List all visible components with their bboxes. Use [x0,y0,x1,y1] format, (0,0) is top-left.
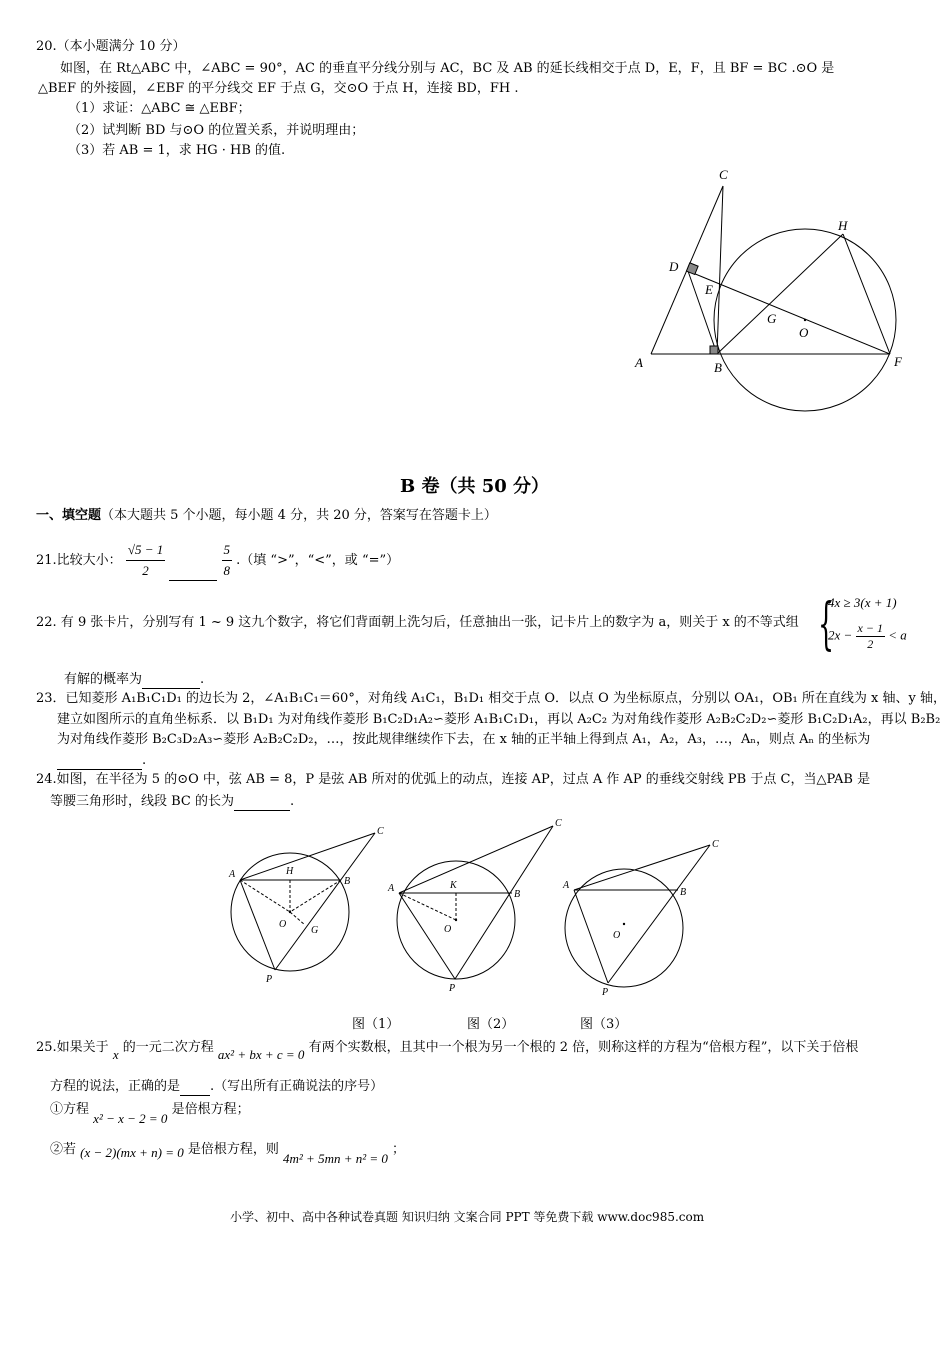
label-C: C [719,167,728,182]
q24-line2 [50,792,294,811]
f1-O: O [279,919,287,930]
q20-part1: （1）求证：△ABC ≅ △EBF； [68,101,251,116]
q23-line4 [57,751,146,770]
section-b-title: B 卷（共 50 分） [400,476,550,497]
f1-C: C [377,826,384,837]
f1-P: P [266,974,273,985]
q20-part3: （3）若 AB = 1，求 HG · HB 的值. [68,143,286,158]
q21-frac2-num: 5 [222,540,233,561]
q21-frac1-num: √5 − 1 [126,540,165,561]
f3-B: B [680,887,687,898]
section-b-sub-rest: （本大题共 5 个小题，每小题 4 分，共 20 分，答案写在答题卡上） [101,508,497,523]
q22-frac-num: x − 1 [857,621,883,635]
q23-line3: 为对角线作菱形 B₂C₃D₂A₃∽菱形 A₂B₂C₂D₂，…，按此规律继续作下去，在 x 轴的正半轴上得到点 A₁，A₂，A₃，…，Aₙ，则点 Aₙ 的坐标为 [57,732,871,747]
f2-O: O [444,924,452,935]
q24-figures [220,815,740,1005]
q25-item2b: 是倍根方程，则 [187,1142,279,1157]
q22-frac-den: 2 [867,637,874,651]
f2-P: P [449,983,456,994]
f1-G: G [311,925,319,936]
q23-line2: 建立如图所示的直角坐标系．以 B₁D₁ 为对角线作菱形 B₁C₂D₁A₂∽菱形 A₁B₁C₁D₁，再以 A₂C₂ 为对角线作菱形 A₂B₂C₂D₂∽菱形 B₁C₂D₁A₂，再以 B₂B₂ [57,712,941,727]
label-E: E [705,282,713,297]
section-b-sub-bold: 一、填空题 [36,508,102,523]
label-D: D [669,259,679,274]
q20-part2: （2）试判断 BD 与⊙O 的位置关系，并说明理由； [68,123,365,138]
q25-line2 [50,1077,383,1096]
q24-fig1-caption: 图（1） [352,1017,400,1032]
q22-brace: { [818,592,835,657]
f2-K: K [450,880,457,891]
q22-text: 22. 有 9 张卡片，分别写有 1 ~ 9 这九个数字，将它们背面朝上洗匀后，任意抽出一张，记卡片上的数字为 a，则关于 x 的不等式组 [36,615,799,630]
q24-fig3-caption: 图（3） [580,1017,628,1032]
q22-blank [142,670,200,689]
f3-O: O [613,930,621,941]
q22-line2-text: 有解的概率为 [64,672,143,687]
q23-line1: 23．已知菱形 A₁B₁C₁D₁ 的边长为 2，∠A₁B₁C₁＝60°，对角线 A₁C₁，B₁D₁ 相交于点 O．以点 O 为坐标原点，分别以 OA₁，OB₁ 所在直线为 x 轴、y 轴， [36,691,946,706]
q23-blank [57,751,142,770]
f3-A: A [563,880,570,891]
q23-line4-end: . [142,753,147,768]
q24-blank [234,792,290,811]
q21-blank [169,580,217,581]
footer: 小学、初中、高中各种试卷真题 知识归纳 文案合同 PPT 等免费下载 www.doc985.com [230,1210,705,1224]
q22-line2 [64,670,204,689]
q22-ineq2-left: 2x − [828,627,853,643]
q25-item1-eq: x² − x − 2 = 0 [93,1111,168,1126]
f2-C: C [555,818,562,829]
q25-item2-eq1: (x − 2)(mx + n) = 0 [80,1145,184,1160]
q21-prefix: 21.比较大小： [36,553,122,568]
q25-item1 [50,1098,250,1126]
f2-A: A [388,883,395,894]
q21-frac1-den: 2 [142,563,149,578]
q22-system [818,593,928,663]
q25-item1b: 是倍根方程； [171,1102,250,1117]
label-A: A [635,355,643,370]
q24-line2-end: . [290,794,295,809]
label-O: O [799,325,809,340]
f1-B: B [344,876,351,887]
q21-frac1 [126,540,165,581]
q20-line2: △BEF 的外接圆，∠EBF 的平分线交 EF 于点 G，交⊙O 于点 H，连接 BD，FH . [38,81,519,96]
q24-fig2 [387,818,562,994]
section-b-subtitle [36,507,497,525]
q20-title: 20.（本小题满分 10 分） [36,39,186,54]
f2-B: B [514,889,521,900]
q25-line2-end: .（写出所有正确说法的序号） [210,1079,384,1094]
q20-line1: 如图，在 Rt△ABC 中，∠ABC = 90°，AC 的垂直平分线分别与 AC，BC 及 AB 的延长线相交于点 D，E，F，且 BF = BC .⊙O 是 [60,61,835,76]
q24-fig3 [562,839,719,998]
q21-frac2-den: 8 [223,563,231,578]
q25-line1a: 25.如果关于 [36,1040,109,1055]
label-B: B [714,360,722,375]
f3-C: C [712,839,719,850]
f3-P: P [602,987,609,998]
label-F: F [894,354,902,369]
f1-A: A [229,869,236,880]
label-G: G [767,311,777,326]
q25-item2 [50,1138,406,1166]
q21-frac2 [222,540,233,581]
f1-H: H [286,866,294,877]
q22-ineq2 [828,621,907,652]
q25-item2-eq2: 4m² + 5mn + n² = 0 [283,1151,388,1166]
q25-line1c: 有两个实数根，且其中一个根为另一个根的 2 倍，则称这样的方程为“倍根方程”，以下关于倍根 [308,1040,859,1055]
q25-blank [180,1077,210,1096]
q25-item2a: ②若 [50,1142,77,1157]
q24-line1: 24.如图，在半径为 5 的⊙O 中，弦 AB = 8，P 是弦 AB 所对的优弧上的动点，连接 AP，过点 A 作 AP 的垂线交射线 PB 于点 C，当△PAB 是 [36,772,871,787]
q25-item1a: ①方程 [50,1102,90,1117]
q24-line2-text: 等腰三角形时，线段 BC 的长为 [50,794,235,809]
q25-eq: ax² + bx + c = 0 [217,1047,305,1062]
q21-line [36,540,399,581]
q25-x: x [112,1047,119,1062]
q22-ineq2-frac [856,621,885,652]
q25-line1b: 的一元二次方程 [122,1040,214,1055]
q25-item2c: ； [392,1142,406,1157]
q20-figure [620,160,920,420]
q22-ineq2-right: < a [888,627,907,643]
q25-line2-text: 方程的说法，正确的是 [50,1079,181,1094]
q22-line2-end: . [200,672,205,687]
q24-fig1 [228,826,384,985]
q22-ineq1: 4x ≥ 3(x + 1) [828,595,897,610]
q25-line1 [36,1036,859,1062]
q21-suffix: .（填 “>”，“<”，或 “=”） [236,553,400,568]
q24-fig2-caption: 图（2） [467,1017,515,1032]
label-H: H [838,218,848,233]
